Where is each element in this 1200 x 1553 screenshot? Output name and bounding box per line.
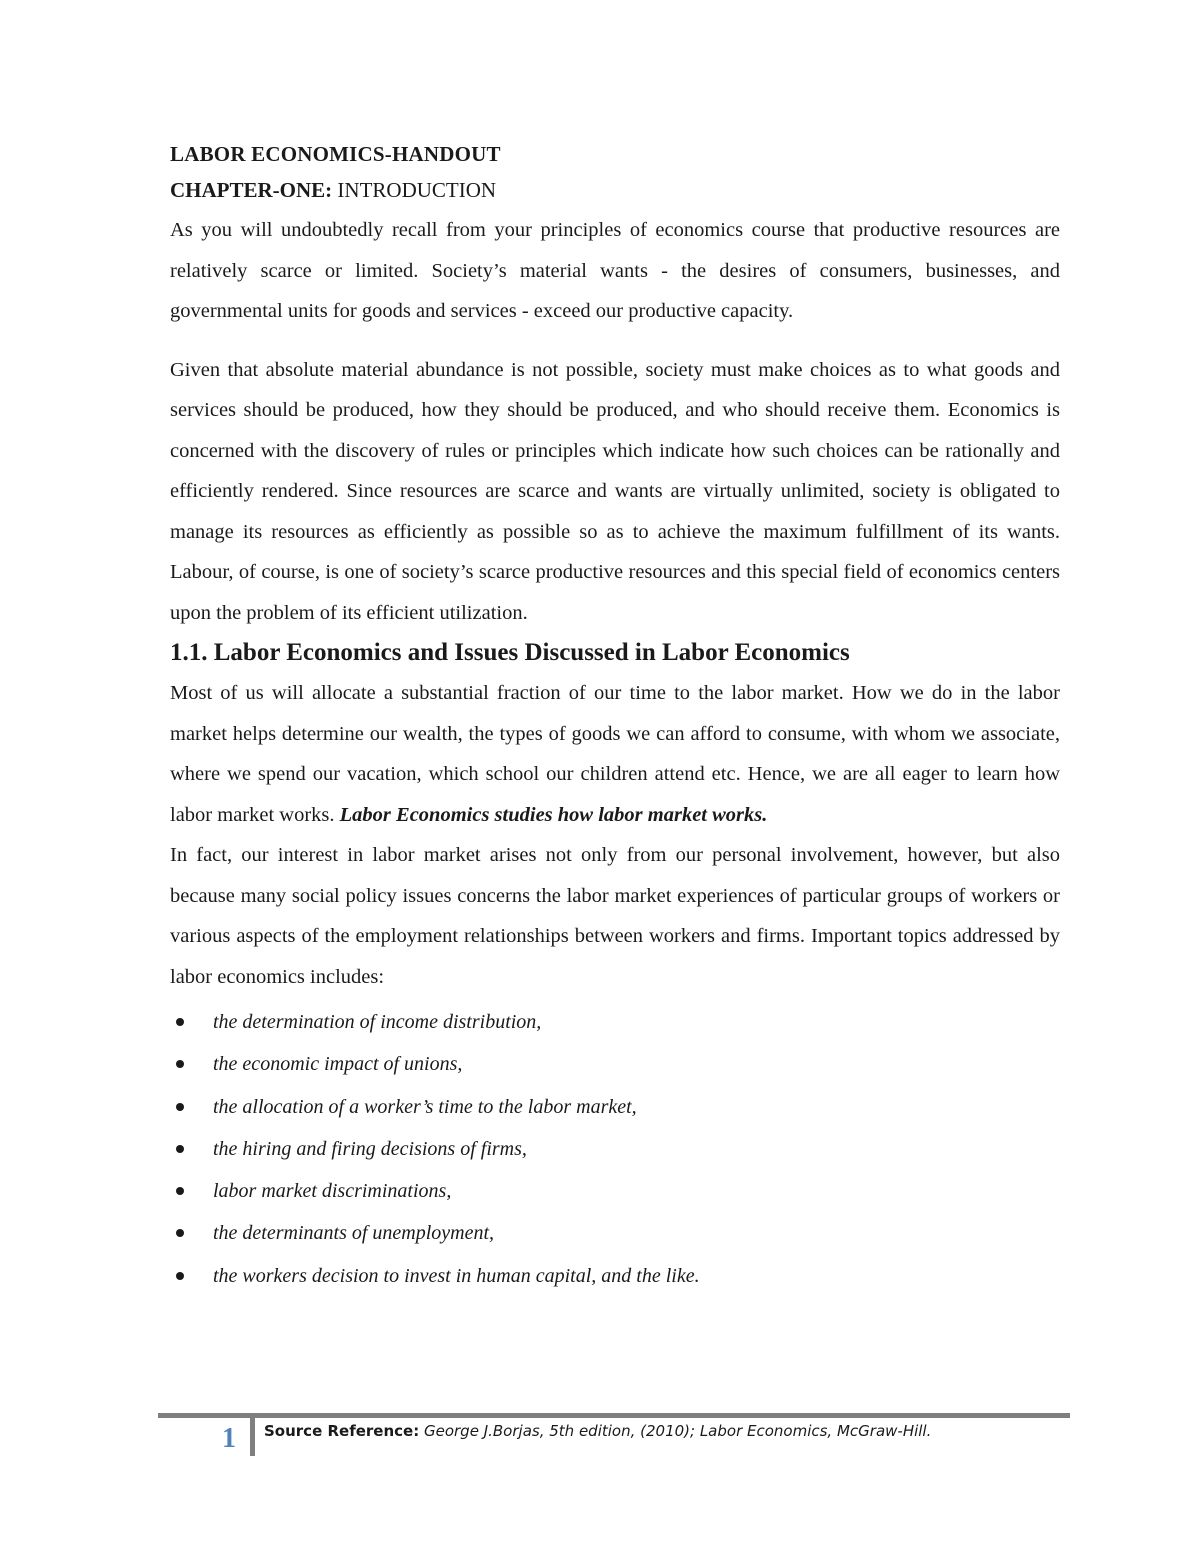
bullet-icon <box>176 1187 184 1195</box>
list-item <box>170 1128 1060 1170</box>
page-footer <box>158 1413 1070 1461</box>
list-item <box>170 1170 1060 1212</box>
list-item <box>170 1086 1060 1128</box>
bullet-icon <box>176 1229 184 1237</box>
section-paragraph-1 <box>170 673 1060 835</box>
footer-divider <box>250 1413 255 1456</box>
topics-list <box>170 1001 1060 1297</box>
list-item-text: the determinants of unemployment, <box>213 1222 495 1245</box>
source-reference-text: George J.Borjas, 5th edition, (2010); Labor Economics, McGraw-Hill. <box>419 1422 932 1440</box>
list-item <box>170 1001 1060 1043</box>
section-paragraph-1-emphasis: Labor Economics studies how labor market works. <box>339 803 768 826</box>
chapter-heading <box>170 176 1060 204</box>
list-item-text: labor market discriminations, <box>213 1180 452 1203</box>
footer-rule <box>158 1413 1070 1418</box>
bullet-icon <box>176 1103 184 1111</box>
list-item-text: the hiring and firing decisions of firms, <box>213 1137 527 1160</box>
section-paragraph-1-text: Most of us will allocate a substantial fraction of our time to the labor market. How we do in the labor market helps determine our wealth, the types of goods we can afford to consume, with whom we associate, where we spend our vacation, which school our children attend etc. Hence, we are all eager to learn how labor market works. <box>170 682 1060 826</box>
list-item-text: the workers decision to invest in human capital, and the like. <box>213 1264 700 1287</box>
bullet-icon <box>176 1145 184 1153</box>
bullet-icon <box>176 1060 184 1068</box>
intro-paragraph-1: As you will undoubtedly recall from your principles of economics course that productive resources are relatively scarce or limited. Society’s material wants - the desires of consumers, businesses, and governmental units for goods and services - exceed our productive capacity. <box>170 219 1060 322</box>
list-item <box>170 1212 1060 1254</box>
bullet-icon <box>176 1018 184 1026</box>
list-item-text: the economic impact of unions, <box>213 1053 463 1076</box>
section-heading: 1.1. Labor Economics and Issues Discussed in Labor Economics <box>170 639 850 666</box>
page-body <box>170 140 1060 1297</box>
document-title: LABOR ECONOMICS-HANDOUT <box>170 142 501 166</box>
page-number: 1 <box>222 1423 236 1454</box>
list-item-text: the determination of income distribution, <box>213 1011 542 1033</box>
source-reference-label: Source Reference: <box>264 1422 420 1440</box>
bullet-icon <box>176 1272 184 1280</box>
list-item <box>170 1255 1060 1297</box>
intro-paragraph-2: Given that absolute material abundance is not possible, society must make choices as to what goods and services should be produced, how they should be produced, and who should receive them. Economics is concerned with the discovery of rules or principles which indicate how such choices can be rationally and efficiently rendered. Since resources are scarce and wants are virtually unlimited, society is obligated to manage its resources as efficiently as possible so as to achieve the maximum fulfillment of its wants. Labour, of course, is one of society’s scarce productive resources and this special field of economics centers upon the problem of its efficient utilization. <box>170 358 1060 624</box>
section-paragraph-2: In fact, our interest in labor market arises not only from our personal involvement, however, but also because many social policy issues concerns the labor market experiences of particular groups of workers or various aspects of the employment relationships between workers and firms. Important topics addressed by labor economics includes: <box>170 844 1060 988</box>
chapter-label: CHAPTER-ONE: <box>170 178 333 202</box>
list-item <box>170 1043 1060 1085</box>
list-item-text: the allocation of a worker’s time to the labor market, <box>213 1095 637 1118</box>
source-reference <box>264 1422 931 1440</box>
chapter-name: INTRODUCTION <box>332 178 497 202</box>
